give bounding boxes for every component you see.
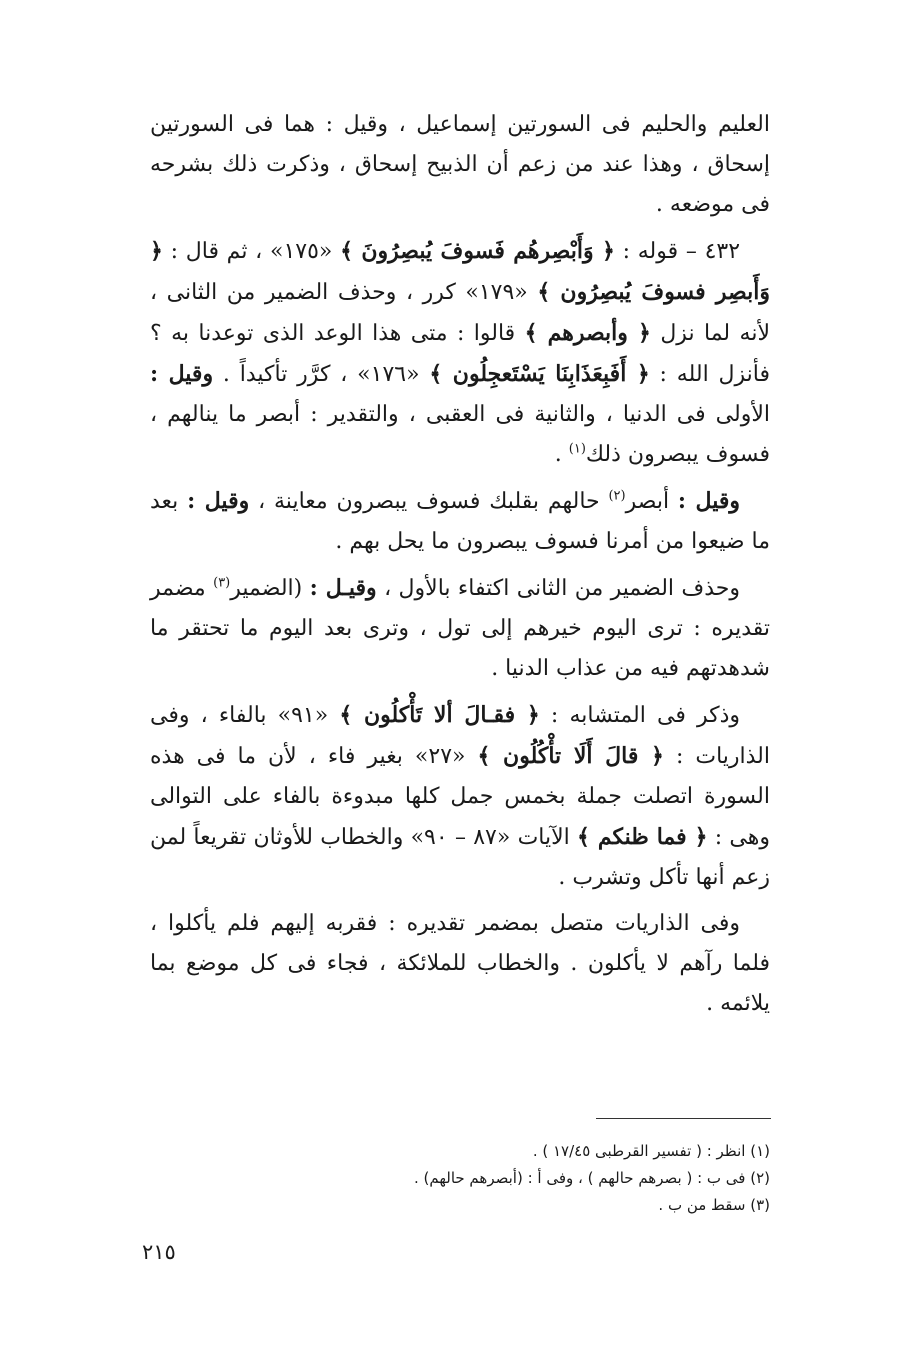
- quran-quote: ﴿ فما ظنكم ﴾: [577, 824, 708, 850]
- bold-term: وقيل :: [187, 488, 250, 514]
- paragraph-1: العليم والحليم فى السورتين إسماعيل ، وقيل : هما فى السورتين إسحاق ، وهذا عند من زعم أن الذبيح إسحاق ، وذكرت ذلك بشرحه فى موضعه .: [150, 112, 770, 217]
- p5-text-a: وذكر فى المتشابه :: [539, 703, 740, 728]
- footnote-ref-3: (٣): [213, 575, 231, 591]
- paragraph-3: [150, 481, 770, 562]
- p5-text-d: الآيات «٨٧ – ٩٠» والخطاب للأوثان تقريعاً لمن زعم أنها تأكل وتشرب .: [150, 825, 770, 890]
- p2-text-e: «١٧٦» ، كرَّر تأكيداً .: [213, 362, 430, 387]
- p4-text-c: مضمر تقديره : ترى اليوم خيرهم إلى تول ، وترى بعد اليوم ما تحتقر ما شدهدتهم فيه من عذاب الدنيا .: [150, 576, 770, 681]
- p3-text-c: بعد ما ضيعوا من أمرنا فسوف يبصرون ما يحل بهم .: [150, 489, 770, 554]
- footnote-2: (٢) فى ب : ( بصرهم حالهم ) ، وفى أ : (أبصرهم حالهم) .: [413, 1169, 770, 1187]
- bold-term: وقيل :: [150, 361, 214, 387]
- footnote-1: (١) انظر : ( تفسير القرطبى ١٧/٤٥ ) .: [532, 1142, 770, 1160]
- p2-text-a: ٤٣٢ – قوله :: [614, 239, 741, 264]
- p4-text-a: وحذف الضمير من الثانى اكتفاء بالأول ،: [376, 576, 740, 601]
- p2-text-c: «١٧٩» كرر ، وحذف الضمير من الثانى ، لأنه لما نزل: [150, 280, 770, 346]
- quran-quote: ﴿ وَأَبصِر فسوفَ يُبصِرُون ﴾: [150, 238, 770, 305]
- p5-text-c: «٢٧» بغير فاء ، لأن ما فى هذه السورة اتصلت جملة بخمس جمل كلها مبدوءة بالفاء على التوالى وهى :: [150, 744, 770, 850]
- p4-text-b: (الضمير: [230, 576, 310, 601]
- footnote-ref-2: (٢): [608, 488, 626, 504]
- footnote-3: (٣) سقط من ب .: [658, 1196, 770, 1214]
- quran-quote: ﴿ قالَ أَلَا تأْكُلُون ﴾: [477, 743, 664, 769]
- paragraph-6: وفى الذاريات متصل بمضمر تقديره : فقربه إليهم فلم يأكلوا ، فلما رآهم لا يأكلون . والخطاب للملائكة ، فجاء فى كل موضع بما يلائمه .: [150, 911, 770, 1016]
- p2-text-g: .: [554, 442, 569, 467]
- bold-term: وقيـل :: [309, 575, 377, 601]
- quran-quote: ﴿ وَأَبْصِرهُم فَسوفَ يُبصِرُونَ ﴾: [340, 238, 615, 264]
- p2-text-f: الأولى فى الدنيا ، والثانية فى العقبى ، والتقدير : أبصر ما ينالهم ، فسوف يبصرون ذلك: [150, 402, 770, 467]
- footnote-divider: [596, 1118, 771, 1119]
- page-number: ٢١٥: [142, 1240, 176, 1264]
- footnotes: [150, 1138, 770, 1219]
- p3-text-a: أبصر: [625, 489, 678, 514]
- quran-quote: ﴿ وأبصرهم ﴾: [524, 320, 651, 346]
- paragraph-5: [150, 695, 770, 898]
- main-text: [150, 105, 770, 1030]
- paragraph-4: [150, 568, 770, 689]
- p2-text-d: قالوا : متى هذا الوعد الذى توعدنا به ؟ فأنزل الله :: [150, 321, 770, 387]
- p5-text-b: «٩١» بالفاء ، وفى الذاريات :: [150, 703, 770, 769]
- footnote-ref-1: (١): [568, 441, 586, 457]
- quran-quote: ﴿ أَفَبِعَذَابِنَا يَسْتَعجِلُون ﴾: [429, 361, 650, 387]
- p3-text-b: حالهم بقلبك فسوف يبصرون معاينة ،: [249, 489, 609, 514]
- quran-quote: ﴿ فقـالَ ألا تَأْكلُون ﴾: [339, 702, 540, 728]
- p2-text-b: «١٧٥» ، ثم قال :: [162, 239, 341, 264]
- bold-term: وقيل :: [677, 488, 740, 514]
- paragraph-2: [150, 231, 770, 475]
